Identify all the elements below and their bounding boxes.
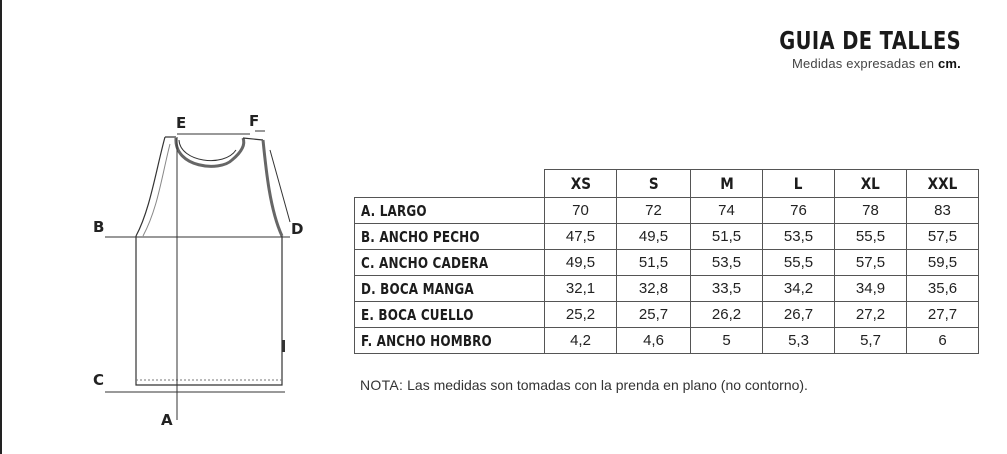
size-header: S	[617, 170, 691, 198]
table-row	[355, 250, 979, 276]
table-cell: 32,1	[545, 276, 617, 302]
table-row	[355, 276, 979, 302]
table-cell: 5	[691, 328, 763, 354]
table-row	[355, 198, 979, 224]
table-cell: 78	[835, 198, 907, 224]
size-header: XL	[835, 170, 907, 198]
table-cell: 33,5	[691, 276, 763, 302]
table-cell: 47,5	[545, 224, 617, 250]
table-corner	[355, 170, 545, 198]
tank-top-outline	[136, 137, 285, 385]
size-header: M	[691, 170, 763, 198]
table-cell: 26,2	[691, 302, 763, 328]
table-cell: 53,5	[691, 250, 763, 276]
label-a: A	[161, 411, 173, 429]
label-f: F	[249, 112, 260, 130]
measurement-note	[360, 377, 808, 393]
table-cell: 35,6	[907, 276, 979, 302]
table-cell: 5,3	[763, 328, 835, 354]
table-cell: 53,5	[763, 224, 835, 250]
tank-top-diagram	[0, 0, 340, 454]
table-cell: 27,2	[835, 302, 907, 328]
table-cell: 59,5	[907, 250, 979, 276]
table-cell: 83	[907, 198, 979, 224]
page-subtitle	[728, 56, 961, 71]
table-header-row	[355, 170, 979, 198]
table-cell: 49,5	[617, 224, 691, 250]
table-cell: 26,7	[763, 302, 835, 328]
table-cell: 32,8	[617, 276, 691, 302]
size-header: L	[763, 170, 835, 198]
table-cell: 4,6	[617, 328, 691, 354]
label-e: E	[176, 114, 187, 132]
row-label: F. ANCHO HOMBRO	[355, 328, 545, 354]
size-header: XS	[545, 170, 617, 198]
label-d: D	[291, 220, 304, 238]
table-cell: 25,7	[617, 302, 691, 328]
table-cell: 51,5	[617, 250, 691, 276]
table-cell: 76	[763, 198, 835, 224]
table-cell: 57,5	[835, 250, 907, 276]
table-cell: 5,7	[835, 328, 907, 354]
table-cell: 34,2	[763, 276, 835, 302]
table-cell: 49,5	[545, 250, 617, 276]
table-cell: 55,5	[835, 224, 907, 250]
measurement-lines	[105, 131, 290, 420]
table-cell: 34,9	[835, 276, 907, 302]
size-header: XXL	[907, 170, 979, 198]
page-heading	[728, 26, 961, 71]
table-row	[355, 302, 979, 328]
subtitle-text: Medidas expresadas en	[791, 56, 935, 71]
subtitle-unit: cm.	[937, 56, 961, 71]
label-c: C	[93, 371, 105, 389]
note-text: Las medidas son tomadas con la prenda en plano (no contorno).	[403, 377, 808, 393]
row-label: A. LARGO	[355, 198, 545, 224]
table-cell: 27,7	[907, 302, 979, 328]
table-cell: 25,2	[545, 302, 617, 328]
table-cell: 72	[617, 198, 691, 224]
row-label: C. ANCHO CADERA	[355, 250, 545, 276]
row-label: B. ANCHO PECHO	[355, 224, 545, 250]
table-cell: 55,5	[763, 250, 835, 276]
table-cell: 6	[907, 328, 979, 354]
table-row	[355, 328, 979, 354]
table-cell: 4,2	[545, 328, 617, 354]
note-prefix: NOTA:	[360, 377, 404, 393]
table-cell: 70	[545, 198, 617, 224]
size-chart-table	[354, 169, 979, 354]
table-cell: 74	[691, 198, 763, 224]
row-label: E. BOCA CUELLO	[355, 302, 545, 328]
row-label: D. BOCA MANGA	[355, 276, 545, 302]
table-row	[355, 224, 979, 250]
table-cell: 57,5	[907, 224, 979, 250]
table-cell: 51,5	[691, 224, 763, 250]
label-b: B	[93, 218, 105, 236]
page-title: GUIA DE TALLES	[779, 26, 961, 55]
